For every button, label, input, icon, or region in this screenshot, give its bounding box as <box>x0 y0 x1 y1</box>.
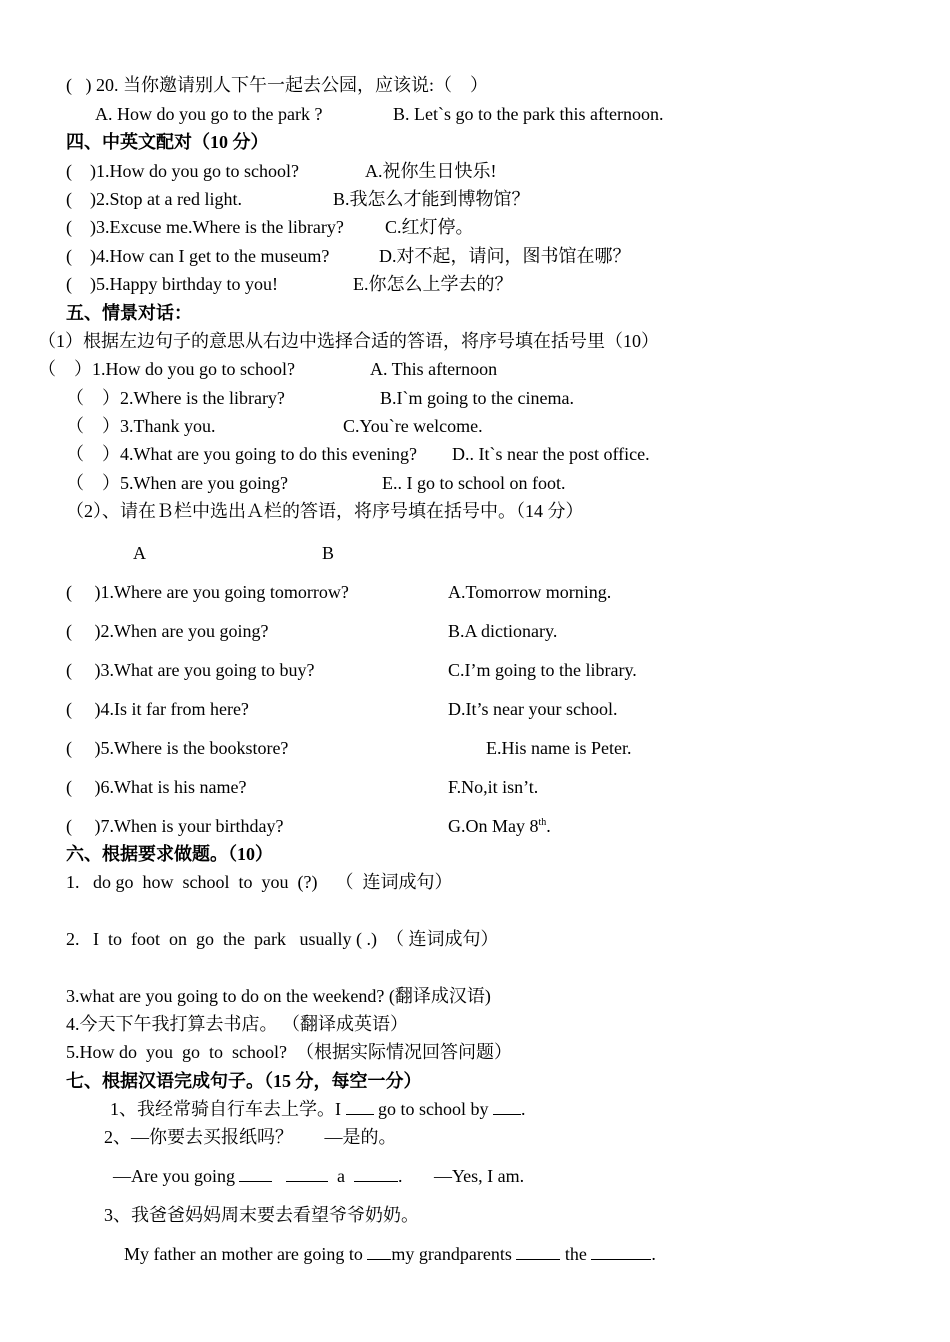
s7-q1-text-c: . <box>521 1099 526 1119</box>
s4-question-3: ( )3.Excuse me.Where is the library? <box>66 217 344 237</box>
answer-blank[interactable] <box>346 1098 374 1115</box>
s7-q2-text-b: a <box>336 1166 345 1186</box>
s7-question-2 <box>113 1165 524 1187</box>
s6-item-5: 5.How do you go to school? （根据实际情况回答问题） <box>66 1042 512 1062</box>
s5-p2-question-5: ( )5.Where is the bookstore? <box>66 738 289 758</box>
answer-blank[interactable] <box>493 1098 521 1115</box>
s5-p1-question-3: （ ）3.Thank you. <box>66 416 216 436</box>
s4-question-5: ( )5.Happy birthday to you! <box>66 274 278 294</box>
s7-question-1 <box>110 1098 526 1120</box>
s7-q3-text-a: My father an mother are going to <box>124 1244 368 1264</box>
answer-blank[interactable] <box>354 1165 398 1182</box>
s5-p2-answer-b: B.A dictionary. <box>448 621 558 641</box>
s6-item-4: 4.今天下午我打算去书店。 （翻译成英语） <box>66 1014 408 1034</box>
s7-question-3 <box>124 1243 656 1265</box>
s4-question-2: ( )2.Stop at a red light. <box>66 189 242 209</box>
s4-answer-a: A.祝你生日快乐! <box>365 161 497 181</box>
s5-p2-question-2: ( )2.When are you going? <box>66 621 269 641</box>
q20-option-b: B. Let`s go to the park this afternoon. <box>393 104 664 124</box>
answer-g-text: G.On May 8 <box>448 816 539 836</box>
s7-q3-text-c: the <box>560 1244 592 1264</box>
section-4-title: 四、中英文配对（10 分） <box>66 132 269 152</box>
answer-blank[interactable] <box>286 1165 328 1182</box>
s5-p2-answer-e: E.His name is Peter. <box>486 738 632 758</box>
s5-p1-question-2: （ ）2.Where is the library? <box>66 388 285 408</box>
answer-blank[interactable] <box>591 1243 651 1260</box>
answer-blank[interactable] <box>239 1165 272 1182</box>
s7-q3-text-d: . <box>651 1244 656 1264</box>
s5-part1-instruction: （1）根据左边句子的意思从右边中选择合适的答语，将序号填在括号里（10） <box>38 331 659 351</box>
s5-p1-question-5: （ ）5.When are you going? <box>66 473 288 493</box>
s7-question-3-chinese: 3、我爸爸妈妈周末要去看望爷爷奶奶。 <box>104 1205 419 1225</box>
s5-p2-answer-a: A.Tomorrow morning. <box>448 582 612 602</box>
s5-p2-answer-c: C.I’m going to the library. <box>448 660 637 680</box>
column-b-header: B <box>322 543 335 563</box>
section-7-title: 七、根据汉语完成句子。（15 分，每空一分） <box>66 1071 422 1091</box>
s7-q2-text-c: . —Yes, I am. <box>397 1166 525 1186</box>
question-20: ( ) 20. 当你邀请别人下午一起去公园，应该说:（ ） <box>66 75 488 95</box>
s6-item-1: 1. do go how school to you (?) （ 连词成句） <box>66 872 453 892</box>
s7-q1-text-b: go to school by <box>373 1099 493 1119</box>
s5-p2-question-7: ( )7.When is your birthday? <box>66 816 284 836</box>
s4-answer-d: D.对不起，请问，图书馆在哪？ <box>379 246 631 266</box>
s5-p1-question-1: （ ）1.How do you go to school? <box>38 359 295 379</box>
s7-q1-text-a: 1、我经常骑自行车去上学。I <box>110 1099 346 1119</box>
column-a-header: A <box>133 543 146 563</box>
s5-p2-question-4: ( )4.Is it far from here? <box>66 699 249 719</box>
s5-p1-question-4: （ ）4.What are you going to do this evening? <box>66 444 417 464</box>
s7-q3-text-b: my grandparents <box>391 1244 517 1264</box>
s4-answer-b: B.我怎么才能到博物馆？ <box>333 189 530 209</box>
s7-question-2-chinese: 2、—你要去买报纸吗？ —是的。 <box>104 1127 397 1147</box>
s5-p2-question-6: ( )6.What is his name? <box>66 777 247 797</box>
s5-p1-answer-c: C.You`re welcome. <box>343 416 483 436</box>
ordinal-suffix: th <box>538 817 547 828</box>
answer-blank[interactable] <box>367 1243 391 1260</box>
s5-p1-answer-d: D.. It`s near the post office. <box>452 444 650 464</box>
s5-p1-answer-b: B.I`m going to the cinema. <box>380 388 574 408</box>
s5-part2-instruction: （2）、请在Ｂ栏中选出Ａ栏的答语，将序号填在括号中。（14 分） <box>66 501 584 521</box>
s5-p2-answer-g <box>448 815 551 837</box>
s6-item-2: 2. I to foot on go the park usually ( .) （ 连词成句） <box>66 929 499 949</box>
s5-p2-answer-f: F.No,it isn’t. <box>448 777 539 797</box>
section-5-title: 五、情景对话： <box>66 303 192 323</box>
answer-g-end: . <box>546 816 551 836</box>
s5-p2-answer-d: D.It’s near your school. <box>448 699 618 719</box>
s5-p2-question-1: ( )1.Where are you going tomorrow? <box>66 582 349 602</box>
s6-item-3: 3.what are you going to do on the weekend? (翻译成汉语) <box>66 986 491 1006</box>
s5-p2-question-3: ( )3.What are you going to buy? <box>66 660 315 680</box>
s4-answer-c: C.红灯停。 <box>385 217 474 237</box>
s7-q2-text-a: —Are you going <box>113 1166 240 1186</box>
s4-question-1: ( )1.How do you go to school? <box>66 161 299 181</box>
q20-option-a: A. How do you go to the park ? <box>95 104 323 124</box>
s4-answer-e: E.你怎么上学去的？ <box>353 274 513 294</box>
section-6-title: 六、根据要求做题。（10） <box>66 844 273 864</box>
answer-blank[interactable] <box>516 1243 560 1260</box>
s5-p1-answer-a: A. This afternoon <box>370 359 498 379</box>
s4-question-4: ( )4.How can I get to the museum? <box>66 246 330 266</box>
s5-p1-answer-e: E.. I go to school on foot. <box>382 473 566 493</box>
